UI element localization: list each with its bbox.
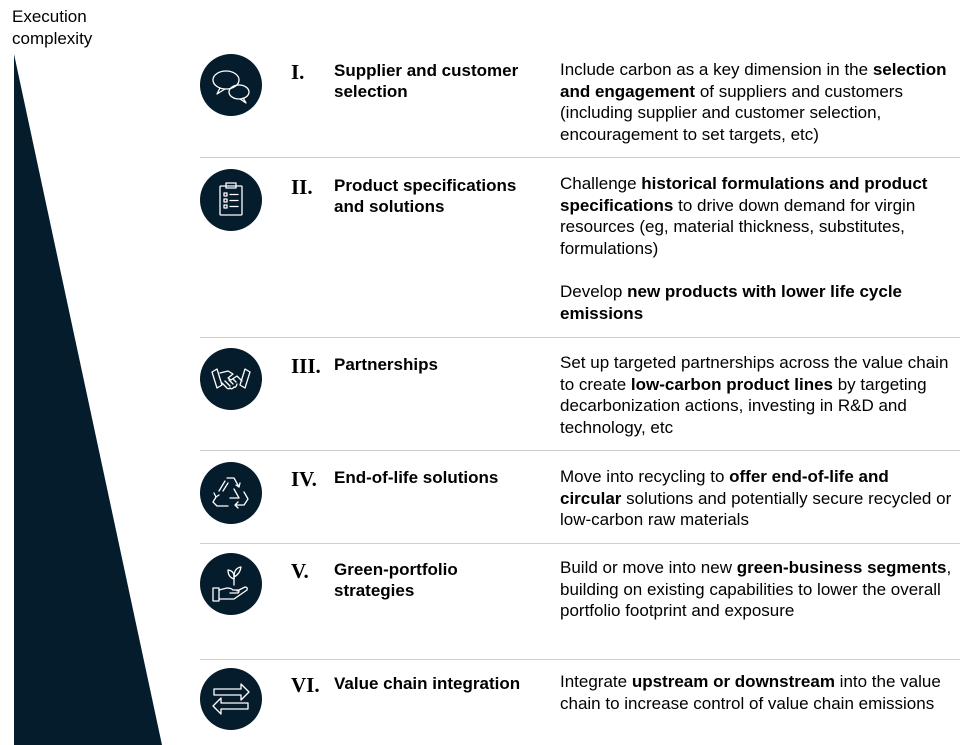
description-text: by targeting decarbonization actions, investing in R&D and technology, etc bbox=[560, 374, 927, 437]
description-text: Move into recycling to bbox=[560, 467, 730, 486]
numeral-ii: II. bbox=[291, 175, 313, 199]
description-text: to drive down demand for virgin resources (eg, material thickness, substitutes, formulations) bbox=[560, 195, 916, 258]
recycle-icon bbox=[200, 462, 262, 524]
description-text: , building on existing capabilities to lower the overall portfolio footprint and exposure bbox=[560, 558, 952, 620]
lever-description bbox=[560, 352, 952, 438]
description-text: solutions and potentially secure recycled or low-carbon raw materials bbox=[560, 488, 952, 529]
row-divider bbox=[200, 450, 960, 451]
lever-description bbox=[560, 466, 952, 531]
description-emphasis: historical formulations and product specifications bbox=[560, 174, 928, 215]
speech-bubbles-icon bbox=[200, 54, 262, 116]
description-text: Build or move into new bbox=[560, 558, 737, 577]
description-paragraph bbox=[560, 59, 952, 145]
description-emphasis: new products with lower life cycle emissions bbox=[560, 282, 903, 323]
row-divider bbox=[200, 157, 960, 158]
lever-title: Green-portfolio strategies bbox=[334, 560, 458, 600]
lever-title: End-of-life solutions bbox=[334, 468, 499, 487]
description-paragraph bbox=[560, 671, 952, 714]
numeral-v: V. bbox=[291, 559, 309, 583]
numeral-vi: VI. bbox=[291, 673, 320, 697]
description-paragraph bbox=[560, 352, 952, 438]
description-emphasis: green-business segments bbox=[736, 558, 947, 577]
description-text: Include carbon as a key dimension in the bbox=[560, 60, 873, 79]
lever-description bbox=[560, 671, 952, 714]
lever-title: Supplier and customer selection bbox=[334, 61, 519, 101]
clipboard-checklist-icon bbox=[200, 169, 262, 231]
description-paragraph bbox=[560, 173, 952, 259]
row-divider bbox=[200, 659, 960, 660]
description-paragraph bbox=[560, 466, 952, 531]
description-text: Integrate bbox=[560, 672, 632, 691]
exchange-arrows-icon bbox=[200, 668, 262, 730]
description-text: Set up targeted partnerships across the value chain to create bbox=[560, 353, 949, 394]
hand-sprout-icon bbox=[200, 553, 262, 615]
numeral-iii: III. bbox=[291, 354, 321, 378]
description-emphasis: upstream or downstream bbox=[631, 672, 835, 691]
lever-title: Value chain integration bbox=[334, 674, 521, 693]
description-emphasis: selection and engagement bbox=[560, 60, 947, 101]
lever-title: Partnerships bbox=[334, 355, 438, 374]
description-text: Develop bbox=[560, 282, 628, 301]
handshake-icon bbox=[200, 348, 262, 410]
lever-description bbox=[560, 173, 952, 324]
complexity-wedge bbox=[0, 0, 170, 745]
axis-title-line-2: complexity bbox=[12, 29, 93, 48]
description-emphasis: low-carbon product lines bbox=[630, 374, 833, 394]
description-emphasis: offer end-of-life and circular bbox=[560, 467, 889, 508]
description-paragraph bbox=[560, 557, 952, 622]
axis-title-line-1: Execution bbox=[12, 7, 87, 26]
row-divider bbox=[200, 337, 960, 338]
complexity-wedge-shape bbox=[14, 54, 162, 745]
lever-title: Product specifications and solutions bbox=[334, 176, 517, 216]
lever-description bbox=[560, 557, 952, 622]
description-text: into the value chain to increase control of value chain emissions bbox=[560, 672, 941, 713]
description-text: of suppliers and customers (including supplier and customer selection, encouragement to set targets, etc) bbox=[560, 81, 903, 144]
numeral-i: I. bbox=[291, 60, 305, 84]
description-paragraph bbox=[560, 281, 952, 324]
numeral-iv: IV. bbox=[291, 467, 317, 491]
description-text: Challenge bbox=[560, 174, 642, 193]
row-divider bbox=[200, 543, 960, 544]
lever-description bbox=[560, 59, 952, 145]
